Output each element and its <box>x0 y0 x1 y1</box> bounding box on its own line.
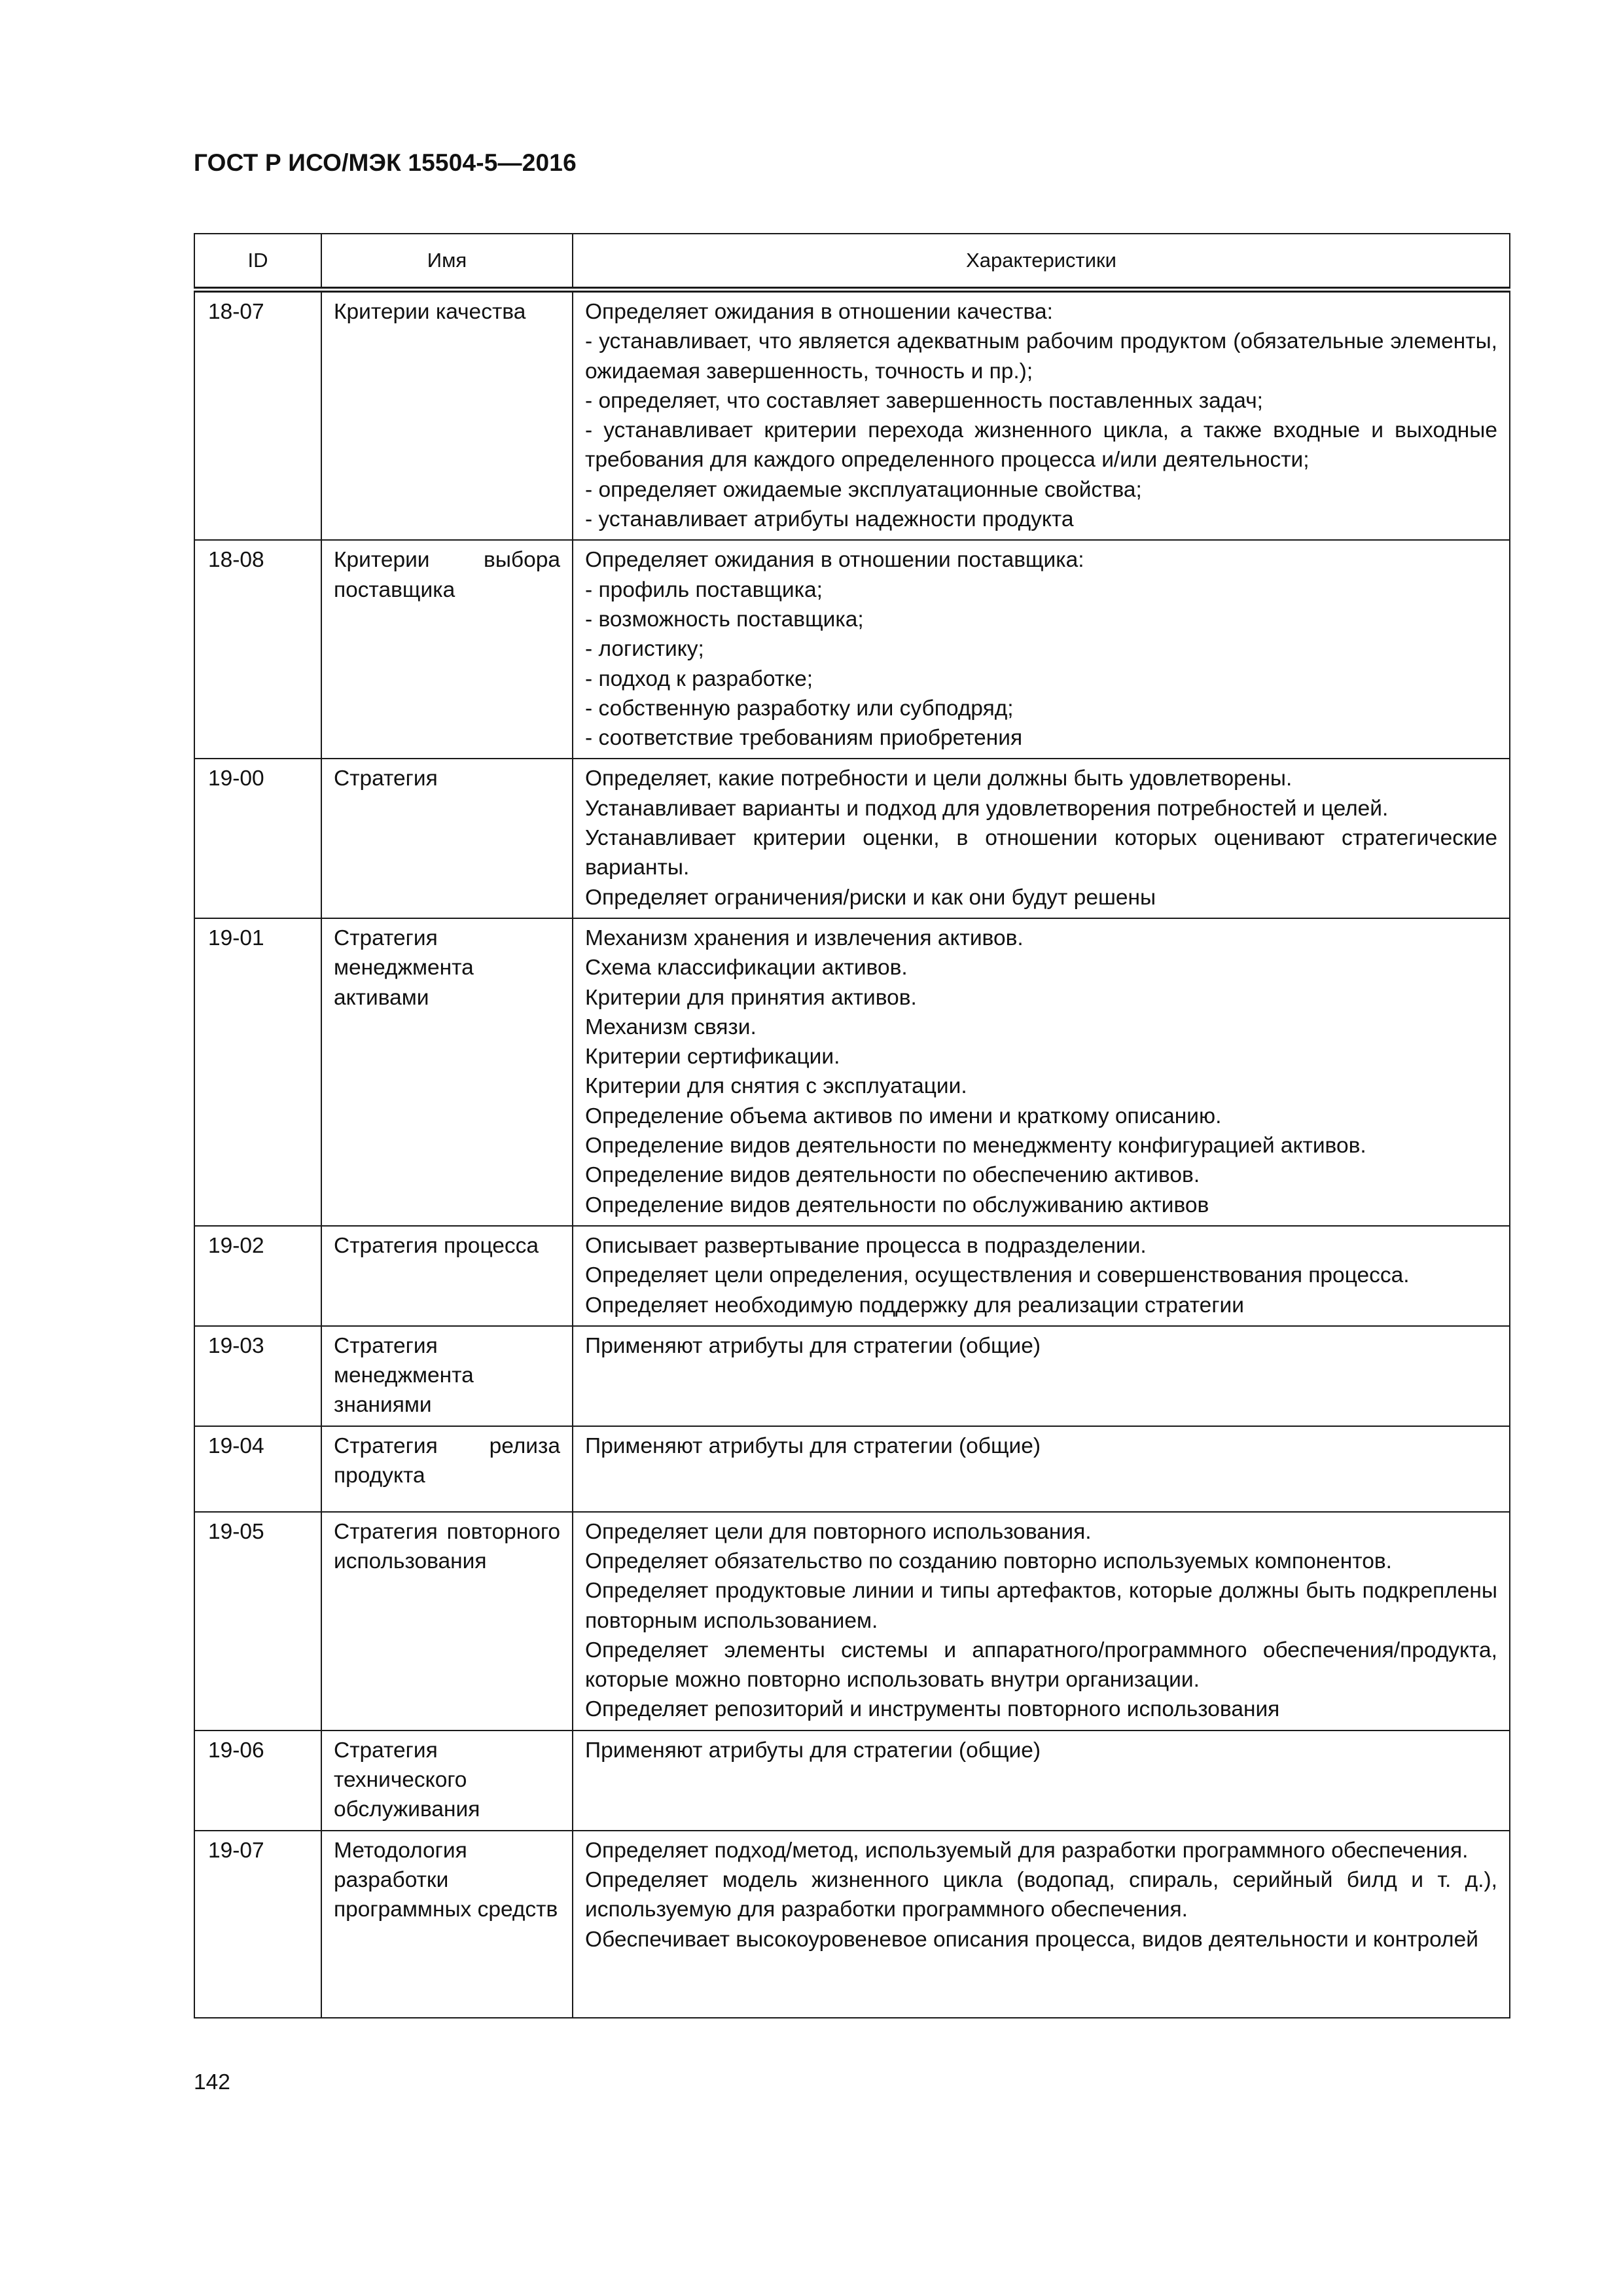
cell-id: 18-08 <box>194 540 321 759</box>
characteristic-line: Применяют атрибуты для стратегии (общие) <box>585 1333 1041 1358</box>
cell-characteristics <box>573 1226 1510 1326</box>
characteristic-line: Определяет подход/метод, используемый для разработки программного обеспечения. <box>585 1838 1469 1863</box>
document-header: ГОСТ Р ИСО/МЭК 15504-5—2016 <box>194 149 577 176</box>
characteristic-line: Механизм связи. <box>585 1014 757 1039</box>
cell-id: 19-04 <box>194 1426 321 1512</box>
characteristic-line: Критерии сертификации. <box>585 1045 840 1069</box>
cell-characteristics <box>573 1731 1510 1831</box>
table-header-row <box>194 234 1510 290</box>
column-header-characteristics: Характеристики <box>573 234 1510 290</box>
cell-id: 19-05 <box>194 1512 321 1731</box>
characteristic-line: Применяют атрибуты для стратегии (общие) <box>585 1738 1041 1763</box>
characteristic-line: Определение объема активов по имени и краткому описанию. <box>585 1103 1222 1128</box>
column-header-name: Имя <box>321 234 573 290</box>
cell-name: Критерии выбора поставщика <box>321 540 573 759</box>
table-row <box>194 1731 1510 1831</box>
characteristic-line: - логистику; <box>585 637 704 662</box>
cell-name: Стратегия <box>321 759 573 918</box>
characteristic-line: - собственную разработку или субподряд; <box>585 696 1014 721</box>
characteristic-line: - профиль поставщика; <box>585 577 823 602</box>
cell-characteristics <box>573 1831 1510 2018</box>
cell-id: 19-01 <box>194 918 321 1226</box>
table-row <box>194 1512 1510 1731</box>
characteristic-line: - устанавливает критерии перехода жизненного цикла, а также входные и выходные требования для каждого определенного процесса и/или деятельности; <box>585 418 1497 473</box>
cell-id: 19-07 <box>194 1831 321 2018</box>
table-row <box>194 1426 1510 1512</box>
cell-characteristics <box>573 290 1510 541</box>
characteristic-line: Определяет цели определения, осуществления и совершенствования процесса. <box>585 1263 1410 1288</box>
page-number: 142 <box>194 2070 230 2094</box>
cell-id: 19-03 <box>194 1326 321 1426</box>
characteristic-line: - соответствие требованиям приобретения <box>585 726 1023 751</box>
cell-id: 19-06 <box>194 1731 321 1831</box>
cell-name: Стратегия процесса <box>321 1226 573 1326</box>
characteristic-line: Схема классификации активов. <box>585 956 908 980</box>
characteristic-line: Определяет модель жизненного цикла (водопад, спираль, серийный билд и т. д.), используемую для разработки программного обеспечения. <box>585 1867 1497 1922</box>
characteristic-line: Определяет репозиторий и инструменты повторного использования <box>585 1697 1280 1722</box>
cell-name: Стратегия менеджмента активами <box>321 918 573 1226</box>
cell-characteristics <box>573 1326 1510 1426</box>
column-header-id: ID <box>194 234 321 290</box>
characteristic-line: Определяет ограничения/риски и как они будут решены <box>585 885 1156 910</box>
characteristic-line: Критерии для принятия активов. <box>585 985 917 1010</box>
cell-id: 19-02 <box>194 1226 321 1326</box>
characteristic-line: Определяет элементы системы и аппаратного/программного обеспечения/продукта, которые можно повторно использовать внутри организации. <box>585 1638 1497 1693</box>
cell-characteristics <box>573 759 1510 918</box>
characteristic-line: - определяет, что составляет завершенность поставленных задач; <box>585 388 1263 413</box>
characteristic-line: Определяет продуктовые линии и типы артефактов, которые должны быть подкреплены повторным использованием. <box>585 1579 1497 1633</box>
table-row <box>194 290 1510 541</box>
characteristic-line: - устанавливает атрибуты надежности продукта <box>585 507 1074 532</box>
cell-characteristics <box>573 540 1510 759</box>
characteristic-line: Устанавливает критерии оценки, в отношении которых оценивают стратегические варианты. <box>585 826 1497 880</box>
cell-characteristics <box>573 918 1510 1226</box>
characteristic-line: Обеспечивает высокоуровеневое описания процесса, видов деятельности и контролей <box>585 1927 1478 1952</box>
characteristic-line: Определение видов деятельности по обеспечению активов. <box>585 1163 1200 1188</box>
cell-name: Стратегия релиза продукта <box>321 1426 573 1512</box>
characteristic-line: Определяет необходимую поддержку для реализации стратегии <box>585 1293 1244 1318</box>
cell-name: Методология разработки программных средств <box>321 1831 573 2018</box>
characteristic-line: Определяет обязательство по созданию повторно используемых компонентов. <box>585 1549 1392 1573</box>
characteristics-table <box>194 233 1510 2018</box>
cell-name: Стратегия повторного использования <box>321 1512 573 1731</box>
cell-characteristics <box>573 1426 1510 1512</box>
characteristic-line: Определение видов деятельности по обслуживанию активов <box>585 1193 1209 1217</box>
characteristic-line: Критерии для снятия с эксплуатации. <box>585 1074 967 1099</box>
characteristic-line: Определяет цели для повторного использования. <box>585 1519 1092 1544</box>
cell-name: Стратегия технического обслуживания <box>321 1731 573 1831</box>
characteristic-line: Применяют атрибуты для стратегии (общие) <box>585 1433 1041 1458</box>
cell-name: Стратегия менеджмента знаниями <box>321 1326 573 1426</box>
characteristic-line: Определяет, какие потребности и цели должны быть удовлетворены. <box>585 766 1293 791</box>
characteristic-line: Определение видов деятельности по менеджменту конфигурацией активов. <box>585 1134 1366 1158</box>
characteristic-line: Определяет ожидания в отношении поставщика: <box>585 548 1084 573</box>
table-row <box>194 759 1510 918</box>
characteristic-line: Устанавливает варианты и подход для удовлетворения потребностей и целей. <box>585 796 1389 821</box>
table-row <box>194 1831 1510 2018</box>
cell-name: Критерии качества <box>321 290 573 541</box>
table-body <box>194 290 1510 2018</box>
characteristic-line: Определяет ожидания в отношении качества: <box>585 300 1053 324</box>
table-row <box>194 540 1510 759</box>
table-header <box>194 234 1510 290</box>
characteristic-line: - подход к разработке; <box>585 666 813 691</box>
characteristic-line: - возможность поставщика; <box>585 607 864 632</box>
characteristic-line: Механизм хранения и извлечения активов. <box>585 925 1024 950</box>
characteristic-line: - устанавливает, что является адекватным рабочим продуктом (обязательные элементы, ожидаемая завершенность, точность и пр.); <box>585 329 1497 384</box>
cell-characteristics <box>573 1512 1510 1731</box>
table-row <box>194 1226 1510 1326</box>
cell-id: 18-07 <box>194 290 321 541</box>
characteristic-line: Описывает развертывание процесса в подразделении. <box>585 1233 1147 1258</box>
table-row <box>194 1326 1510 1426</box>
table-row <box>194 918 1510 1226</box>
cell-id: 19-00 <box>194 759 321 918</box>
characteristic-line: - определяет ожидаемые эксплуатационные свойства; <box>585 477 1142 502</box>
